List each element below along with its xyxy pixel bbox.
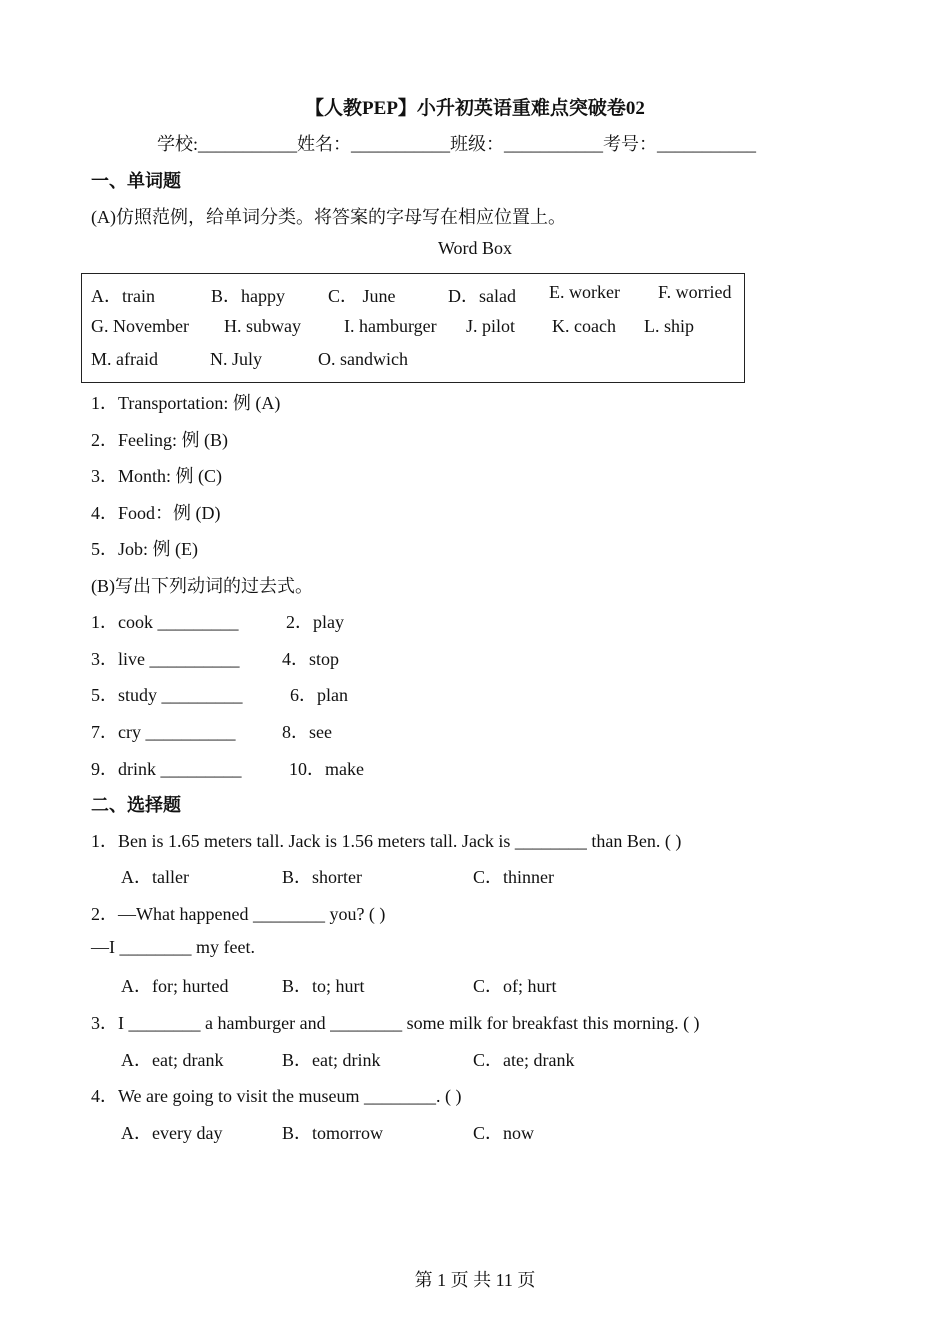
word-item: J. pilot [466,316,516,336]
category-line: 4．Food：例 (D) [91,503,221,523]
option: B．to; hurt [282,976,365,996]
word-item: G. November [91,316,189,336]
category-line: 5．Job: 例 (E) [91,539,198,559]
section-1-heading: 一、单词题 [91,171,181,191]
page-footer: 第 1 页 共 11 页 [414,1270,536,1290]
option: B．tomorrow [282,1123,383,1143]
option: A．for; hurted [121,976,229,996]
verb-item: 10．make [289,759,364,779]
word-item: H. subway [224,316,301,336]
option: C．now [473,1123,535,1143]
verb-item: 5．study _________ [91,685,243,705]
question-3: 3．I ________ a hamburger and ________ some milk for breakfast this morning. ( ) [91,1013,700,1033]
word-item: A．train [91,286,155,306]
word-item: M. afraid [91,349,158,369]
verb-item: 3．live __________ [91,649,240,669]
question-2: 2．—What happened ________ you? ( ) [91,904,386,924]
verb-item: 9．drink _________ [91,759,242,779]
verb-item: 6．plan [290,685,348,705]
category-line: 2．Feeling: 例 (B) [91,430,228,450]
option: C．of; hurt [473,976,557,996]
page-title: 【人教PEP】小升初英语重难点突破卷02 [305,98,645,119]
question-4: 4．We are going to visit the museum ________. ( ) [91,1086,462,1106]
category-line: 1．Transportation: 例 (A) [91,393,281,413]
part-a-instruction: (A)仿照范例，给单词分类。将答案的字母写在相应位置上。 [91,207,566,227]
section-2-heading: 二、选择题 [91,795,181,815]
option: B．eat; drink [282,1050,381,1070]
question-1: 1．Ben is 1.65 meters tall. Jack is 1.56 meters tall. Jack is ________ than Ben. ( ) [91,831,682,851]
option: A．every day [121,1123,223,1143]
option: A．taller [121,867,189,887]
word-item: C． June [328,286,396,306]
word-box [81,273,745,383]
word-item: E. worker [549,282,620,302]
part-b-instruction: (B)写出下列动词的过去式。 [91,576,313,596]
verb-item: 1．cook _________ [91,612,239,632]
option: C．thinner [473,867,554,887]
word-item: I. hamburger [344,316,437,336]
verb-item: 4．stop [282,649,340,669]
word-item: K. coach [552,316,616,336]
word-box-title: Word Box [437,238,513,258]
word-item: D．salad [448,286,516,306]
word-item: F. worried [658,282,732,302]
word-item: N. July [210,349,263,369]
option: B．shorter [282,867,362,887]
option: A．eat; drank [121,1050,224,1070]
category-line: 3．Month: 例 (C) [91,466,223,486]
verb-item: 2．play [286,612,344,632]
option: C．ate; drank [473,1050,575,1070]
word-item: O. sandwich [318,349,408,369]
verb-item: 7．cry __________ [91,722,236,742]
word-item: B．happy [211,286,285,306]
question-2-line2: —I ________ my feet. [91,937,255,957]
verb-item: 8．see [282,722,332,742]
student-info-line: 学校:___________姓名：___________班级：___________考号：___________ [157,134,756,154]
word-item: L. ship [644,316,695,336]
